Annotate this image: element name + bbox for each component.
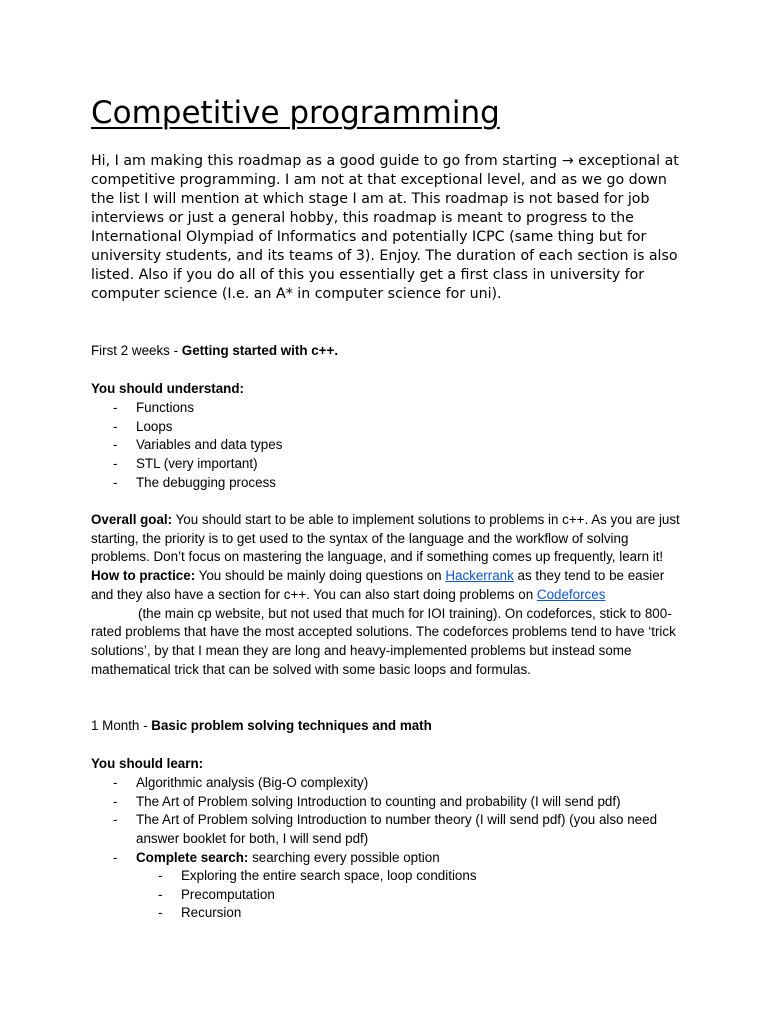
list-item: - Functions xyxy=(91,399,681,418)
overall-goal-text: You should start to be able to implement solutions to problems in c++. As you are just starting, the priority is to get used to the syntax of the language and the workflow of solving problems. Don’t focus on mastering the language, and if something comes up frequently, learn it! xyxy=(91,512,680,565)
page-title: Competitive programming xyxy=(91,95,500,131)
section2-title xyxy=(91,717,681,736)
section2-heading: Basic problem solving techniques and math xyxy=(151,718,432,733)
list-item: - STL (very important) xyxy=(91,455,681,474)
list-item: - Precomputation xyxy=(91,886,681,905)
intro-paragraph: Hi, I am making this roadmap as a good guide to go from starting → exceptional at competitive programming. I am not at that exceptional level, and as we go down the list I will mention at which stage I am at. This roadmap is not based for job interviews or just a general hobby, this roadmap is meant to progress to the International Olympiad of Informatics and potentially ICPC (same thing but for university students, and its teams of 3). Enjoy. The duration of each section is also listed. Also if you do all of this you essentially get a first class in university for computer science (I.e. an A* in computer science for uni). xyxy=(91,153,679,302)
list-item: - The Art of Problem solving Introduction to number theory (I will send pdf) (you also need answer booklet for both, I will send pdf) xyxy=(91,811,681,848)
list-item: - Exploring the entire search space, loop conditions xyxy=(91,867,681,886)
overall-goal-paragraph: Overall goal: You should start to be able to implement solutions to problems in c++. As you are just starting, the priority is to get used to the syntax of the language and the workflow of solving problems. Don’t focus on mastering the language, and if something comes up frequently, learn it! How to practice: You should be mainly doing questions on Hackerrank as they tend to be easier and they also have a section for c++. You can also start doing problems on Codeforces (the main cp website, but not used that much for IOI training). On codeforces, stick to 800-rated problems that have the most accepted solutions. The codeforces problems tend to have ‘trick solutions’, by that I mean they are long and heavy-implemented problems but instead some mathematical trick that can be solved with some basic loops and formulas. xyxy=(91,512,680,677)
codeforces-link[interactable]: Codeforces xyxy=(536,586,606,602)
list-item: - The Art of Problem solving Introduction to counting and probability (I will send pdf) xyxy=(91,793,681,812)
overall-goal-label: Overall goal: xyxy=(91,512,173,527)
how-to-practice-label: How to practice: xyxy=(91,568,196,584)
list-item: - Variables and data types xyxy=(91,436,681,455)
section2-learn-label: You should learn: xyxy=(91,756,204,771)
list-item: - Recursion xyxy=(91,904,681,923)
section1-topic-list xyxy=(91,399,681,493)
list-item: - Loops xyxy=(91,418,681,437)
hackerrank-link[interactable]: Hackerrank xyxy=(445,568,514,584)
section2-duration: 1 Month - xyxy=(91,718,152,733)
section1-heading: Getting started with c++. xyxy=(181,343,339,358)
complete-search-label: Complete search: xyxy=(136,849,249,865)
list-item: - The debugging process xyxy=(91,474,681,493)
list-item xyxy=(91,849,681,868)
section2-topic-list xyxy=(91,774,681,868)
section1-understand-label: You should understand: xyxy=(91,381,244,396)
section1-title xyxy=(91,342,681,361)
list-item: - Algorithmic analysis (Big-O complexity) xyxy=(91,774,681,793)
complete-search-sublist xyxy=(91,867,681,923)
complete-search-text: searching every possible option xyxy=(248,849,440,865)
section1-duration: First 2 weeks - xyxy=(91,343,182,358)
